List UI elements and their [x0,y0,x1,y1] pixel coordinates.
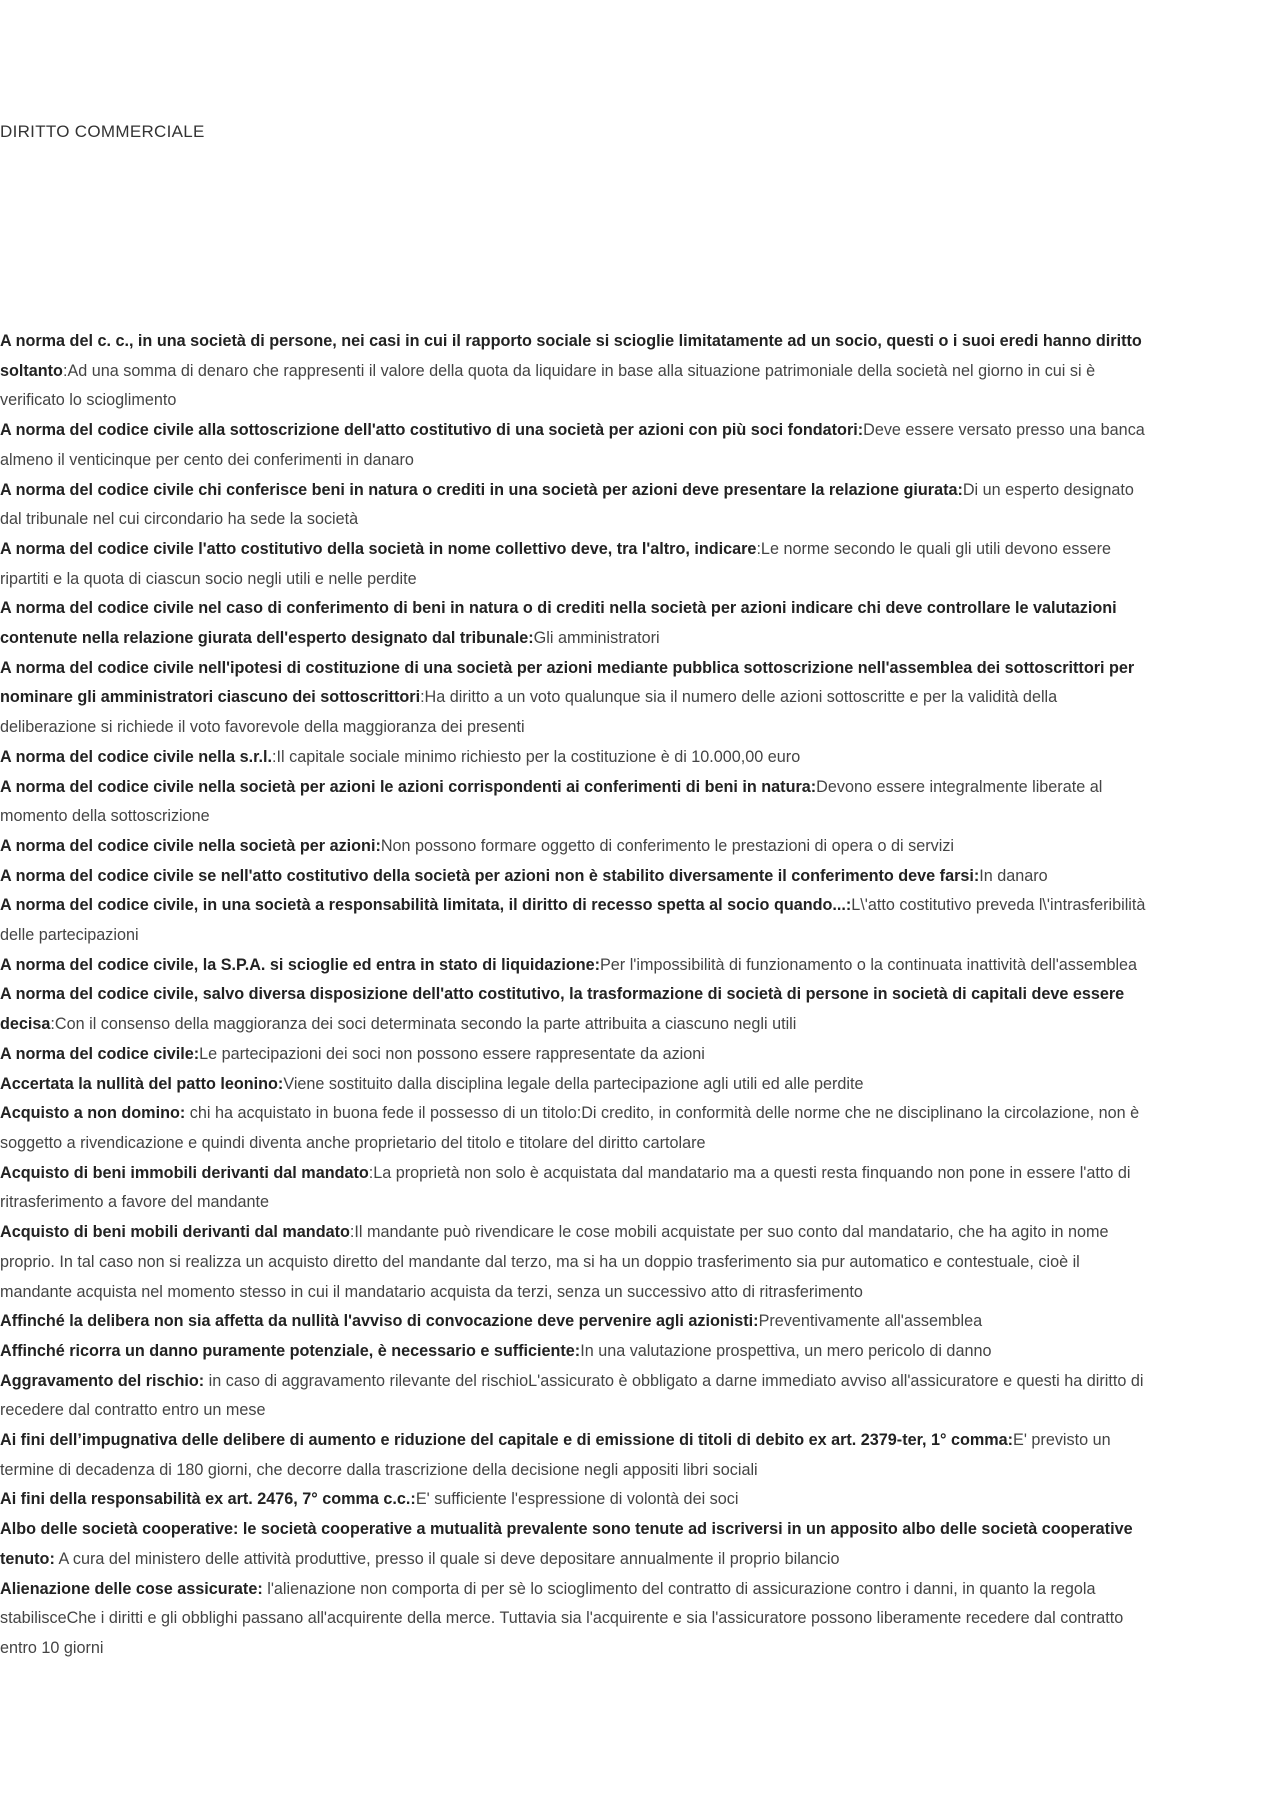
question-text: Acquisto di beni mobili derivanti dal mandato [0,1223,350,1242]
question-text: A norma del codice civile nell'ipotesi di costituzione di una società per azioni mediante pubblica sottoscrizione nell'assemblea dei sottoscrittori per nominare gli amministratori ciascuno dei sottoscrittori [0,658,1135,707]
answer-text: :Il mandante può rivendicare le cose mobili acquistate per suo conto dal mandatario, che ha agito in nome proprio. In tal caso non si realizza un acquisto diretto del mandante dal terzo, ma si ha un doppio trasferimento sia pur automatico e contestuale, cioè il mandante acquista nel momento stesso in cui il mandatario acquista da terzi, senza un successivo atto di ritrasferimento [0,1223,1109,1301]
qa-entry [0,743,1150,773]
qa-entry [0,1515,1150,1574]
question-text: Acquisto di beni immobili derivanti dal mandato [0,1163,369,1182]
question-text: Affinché la delibera non sia affetta da nullità l'avviso di convocazione deve pervenire agli azionisti: [0,1312,759,1331]
qa-entry [0,1218,1150,1307]
answer-text: L\'atto costitutivo preveda l\'intrasferibilità delle partecipazioni [0,896,1146,945]
answer-text: :Con il consenso della maggioranza dei soci determinata secondo la parte attribuita a ciascuno negli utili [50,1015,797,1034]
answer-text: Devono essere integralmente liberate al momento della sottoscrizione [0,777,1103,826]
answer-text: In una valutazione prospettiva, un mero pericolo di danno [580,1341,992,1360]
question-text: A norma del codice civile nel caso di conferimento di beni in natura o di crediti nella società per azioni indicare chi deve controllare le valutazioni contenute nella relazione giurata dell'esperto designato dal tribunale: [0,599,1117,648]
qa-entry [0,1099,1150,1158]
question-text: A norma del codice civile, salvo diversa disposizione dell'atto costitutivo, la trasformazione di società di persone in società di capitali deve essere decisa [0,985,1125,1034]
answer-text: Le partecipazioni dei soci non possono essere rappresentate da azioni [199,1044,705,1063]
question-text: Albo delle società cooperative: le società cooperative a mutualità prevalente sono tenute ad iscriversi in un apposito albo delle società cooperative tenuto: [0,1520,1133,1568]
page-title: DIRITTO COMMERCIALE [0,122,205,141]
question-text: A norma del codice civile se nell'atto costitutivo della società per azioni non è stabilito diversamente il conferimento deve farsi: [0,866,980,885]
answer-text: Viene sostituito dalla disciplina legale della partecipazione agli utili ed alle perdite [283,1074,864,1093]
answer-text: in caso di aggravamento rilevante del rischioL'assicurato è obbligato a darne immediato avviso all'assicuratore e questi ha diritto di recedere dal contratto entro un mese [0,1371,1144,1420]
question-text: A norma del codice civile alla sottoscrizione dell'atto costitutivo di una società per azioni con più soci fondatori: [0,421,864,440]
qa-entry [0,654,1150,743]
answer-text: A cura del ministero delle attività produttive, presso il quale si deve depositare annualmente il proprio bilancio [54,1549,840,1568]
question-text: Alienazione delle cose assicurate: [0,1579,263,1598]
qa-entry [0,535,1150,594]
question-text: Aggravamento del rischio: [0,1371,205,1390]
document-body [0,327,1150,1664]
qa-entry [0,891,1150,950]
answer-text: Di un esperto designato dal tribunale nel cui circondario ha sede la società [0,480,1134,529]
answer-text: Per l'impossibilità di funzionamento o la continuata inattività dell'assemblea [600,955,1138,974]
question-text: A norma del codice civile, la S.P.A. si scioglie ed entra in stato di liquidazione: [0,955,600,974]
qa-entry [0,327,1150,416]
qa-entry [0,1070,1150,1100]
qa-entry [0,1367,1150,1426]
answer-text: Deve essere versato presso una banca almeno il venticinque per cento dei conferimenti in danaro [0,421,1145,469]
qa-entry [0,594,1150,653]
qa-entry [0,951,1150,981]
qa-entry [0,1575,1150,1664]
answer-text: E' previsto un termine di decadenza di 180 giorni, che decorre dalla trascrizione della decisione negli appositi libri sociali [0,1431,1111,1479]
answer-text: :Le norme secondo le quali gli utili devono essere ripartiti e la quota di ciascun socio negli utili e nelle perdite [0,539,1111,588]
question-text: Acquisto a non domino: [0,1104,186,1123]
question-text: A norma del codice civile nella società per azioni: [0,836,381,855]
question-text: A norma del codice civile chi conferisce beni in natura o crediti in una società per azioni deve presentare la relazione giurata: [0,480,963,499]
answer-text: :Ha diritto a un voto qualunque sia il numero delle azioni sottoscritte e per la validità della deliberazione si richiede il voto favorevole della maggioranza dei presenti [0,688,1058,737]
answer-text: :La proprietà non solo è acquistata dal mandatario ma a questi resta finquando non pone in essere l'atto di ritrasferimento a favore del mandante [0,1163,1131,1212]
qa-entry [0,1426,1150,1485]
answer-text: Gli amministratori [533,629,660,648]
qa-entry [0,773,1150,832]
question-text: Accertata la nullità del patto leonino: [0,1074,284,1093]
answer-text: l'alienazione non comporta di per sè lo scioglimento del contratto di assicurazione contro i danni, in quanto la regola stabilisceChe i diritti e gli obblighi passano all'acquirente della merce. Tuttavia sia l'acquirente e sia l'assicuratore possono liberamente recedere dal contratto entro 10 giorni [0,1579,1124,1657]
answer-text: :Il capitale sociale minimo richiesto per la costituzione è di 10.000,00 euro [272,747,801,766]
answer-text: Non possono formare oggetto di conferimento le prestazioni di opera o di servizi [380,836,955,855]
qa-entry [0,862,1150,892]
qa-entry [0,476,1150,535]
qa-entry [0,1485,1150,1515]
qa-entry [0,1040,1150,1070]
question-text: Ai fini della responsabilità ex art. 2476, 7° comma c.c.: [0,1490,416,1509]
question-text: A norma del codice civile nella s.r.l. [0,747,273,766]
answer-text: In danaro [979,866,1048,885]
question-text: Ai fini dell’impugnativa delle delibere di aumento e riduzione del capitale e di emissione di titoli di debito ex art. 2379-ter, 1° comma: [0,1431,1014,1450]
answer-text: chi ha acquistato in buona fede il possesso di un titolo:Di credito, in conformità delle norme che ne disciplinano la circolazione, non è soggetto a rivendicazione e quindi diventa anche proprietario del titolo e titolare del diritto cartolare [0,1104,1140,1152]
qa-entry [0,980,1150,1039]
question-text: Affinché ricorra un danno puramente potenziale, è necessario e sufficiente: [0,1341,581,1360]
question-text: A norma del codice civile nella società per azioni le azioni corrispondenti ai conferimenti di beni in natura: [0,777,817,796]
answer-text: :Ad una somma di denaro che rappresenti il valore della quota da liquidare in base alla situazione patrimoniale della società nel giorno in cui si è verificato lo scioglimento [0,361,1096,410]
question-text: A norma del codice civile, in una società a responsabilità limitata, il diritto di recesso spetta al socio quando...: [0,896,852,915]
qa-entry [0,1337,1150,1367]
question-text: A norma del codice civile l'atto costitutivo della società in nome collettivo deve, tra l'altro, indicare [0,539,757,558]
qa-entry [0,1159,1150,1218]
question-text: A norma del c. c., in una società di persone, nei casi in cui il rapporto sociale si scioglie limitatamente ad un socio, questi o i suoi eredi hanno diritto soltanto [0,332,1142,380]
qa-entry [0,1307,1150,1337]
qa-entry [0,416,1150,475]
answer-text: Preventivamente all'assemblea [758,1312,983,1331]
answer-text: E' sufficiente l'espressione di volontà dei soci [415,1490,739,1509]
qa-entry [0,832,1150,862]
question-text: A norma del codice civile: [0,1044,200,1063]
